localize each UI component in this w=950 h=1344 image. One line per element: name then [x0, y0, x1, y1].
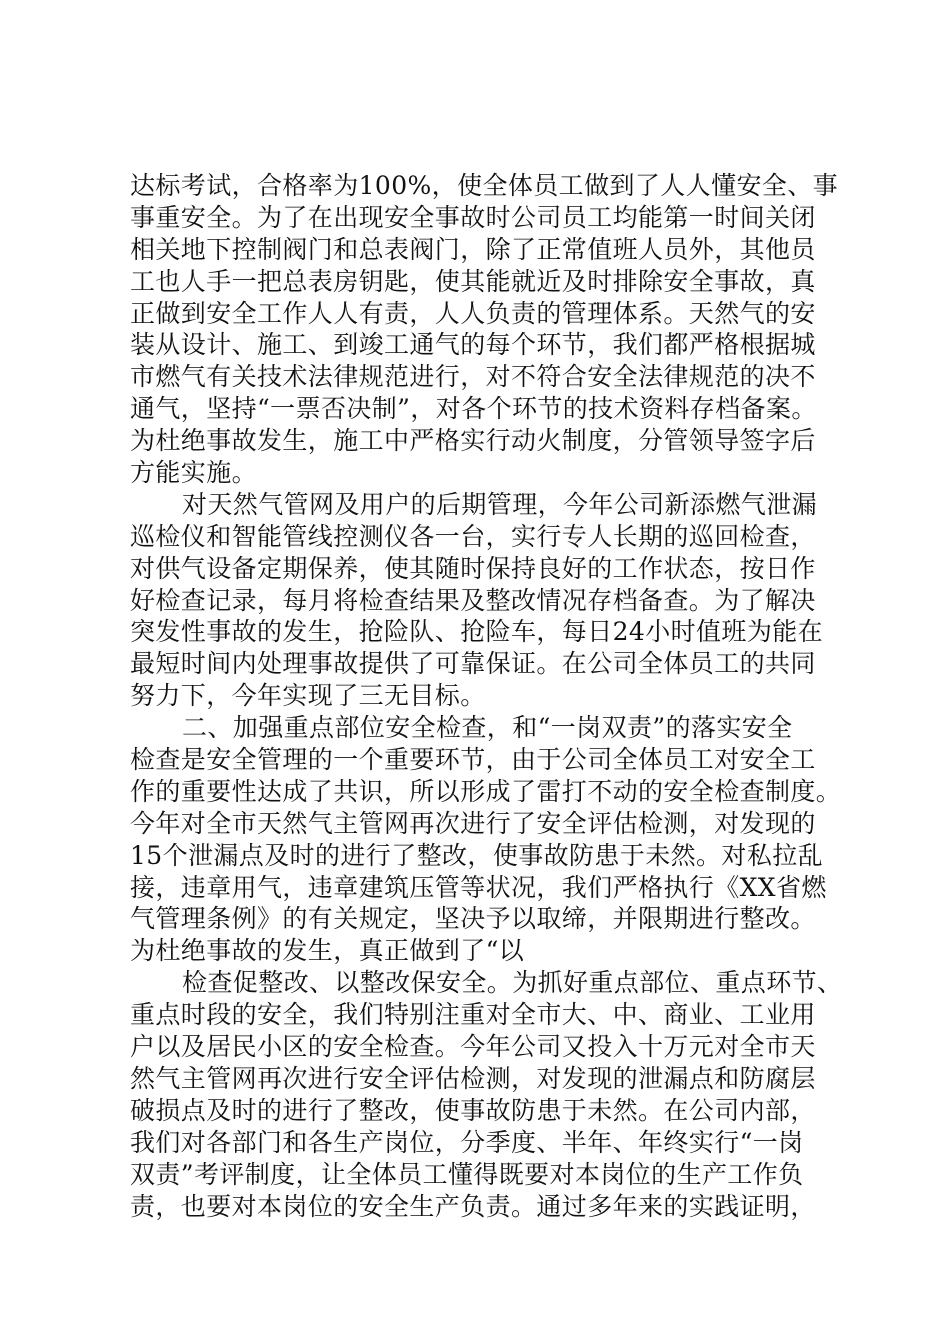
text-line: 户以及居民小区的安全检查。今年公司又投入十万元对全市天 [130, 1032, 816, 1062]
text-line: 双责”考评制度，让全体员工懂得既要对本岗位的生产工作负 [130, 1159, 804, 1189]
text-line: 责，也要对本岗位的安全生产负责。通过多年来的实践证明， [130, 1191, 816, 1221]
text-line: 突发性事故的发生，抢险队、抢险车，每日24小时值班为能在 [130, 617, 824, 647]
text-line: 作的重要性达成了共识，所以形成了雷打不动的安全检查制度。 [130, 776, 842, 806]
document-body [130, 170, 843, 1222]
text-line: 今年对全市天然气主管网再次进行了安全评估检测，对发现的 [130, 808, 816, 838]
paragraph-first-line: 对天然气管网及用户的后期管理，今年公司新添燃气泄漏 [182, 489, 818, 519]
text-line: 装从设计、施工、到竣工通气的每个环节，我们都严格根据城 [130, 330, 816, 360]
paragraph-first-line: 检查促整改、以整改保安全。为抓好重点部位、重点环节、 [182, 968, 843, 998]
text-line: 通气，坚持“一票否决制”，对各个环节的技术资料存档备案。 [130, 394, 817, 424]
text-line: 我们对各部门和各生产岗位，分季度、半年、年终实行“一岗 [130, 1127, 804, 1157]
text-line: 为杜绝事故的发生，真正做到了“以 [130, 936, 525, 966]
text-line: 正做到安全工作人人有责，人人负责的管理体系。天然气的安 [130, 298, 816, 328]
text-line: 接，违章用气，违章建筑压管等状况，我们严格执行《XX省燃 [130, 872, 827, 902]
text-line: 方能实施。 [130, 458, 258, 488]
text-line: 检查是安全管理的一个重要环节，由于公司全体员工对安全工 [130, 745, 816, 775]
text-line: 气管理条例》的有关规定，坚决予以取缔，并限期进行整改。 [130, 904, 816, 934]
text-line: 达标考试，合格率为100%，使全体员工做到了人人懂安全、事 [130, 171, 839, 200]
paragraph-first-line: 二、加强重点部位安全检查，和“一岗双责”的落实安全 [182, 713, 793, 743]
text-line: 重点时段的安全，我们特别注重对全市大、中、商业、工业用 [130, 1000, 816, 1030]
text-line: 好检查记录，每月将检查结果及整改情况存档备查。为了解决 [130, 585, 816, 615]
text-line: 相关地下控制阀门和总表阀门，除了正常值班人员外，其他员 [130, 234, 816, 264]
text-line: 破损点及时的进行了整改，使事故防患于未然。在公司内部， [130, 1095, 816, 1125]
text-line: 努力下，今年实现了三无目标。 [130, 681, 486, 711]
text-line: 最短时间内处理事故提供了可靠保证。在公司全体员工的共同 [130, 649, 816, 679]
text-line: 然气主管网再次进行安全评估检测，对发现的泄漏点和防腐层 [130, 1063, 816, 1093]
text-line: 为杜绝事故发生，施工中严格实行动火制度，分管领导签字后 [130, 426, 816, 456]
text-line: 市燃气有关技术法律规范进行，对不符合安全法律规范的决不 [130, 362, 816, 392]
text-line: 工也人手一把总表房钥匙，使其能就近及时排除安全事故，真 [130, 266, 816, 296]
text-line: 对供气设备定期保养，使其随时保持良好的工作状态，按日作 [130, 553, 816, 583]
text-line: 巡检仪和智能管线控测仪各一台，实行专人长期的巡回检查， [130, 521, 816, 551]
text-line: 15个泄漏点及时的进行了整改，使事故防患于未然。对私拉乱 [130, 840, 824, 870]
text-line: 事重安全。为了在出现安全事故时公司员工均能第一时间关闭 [130, 202, 816, 232]
